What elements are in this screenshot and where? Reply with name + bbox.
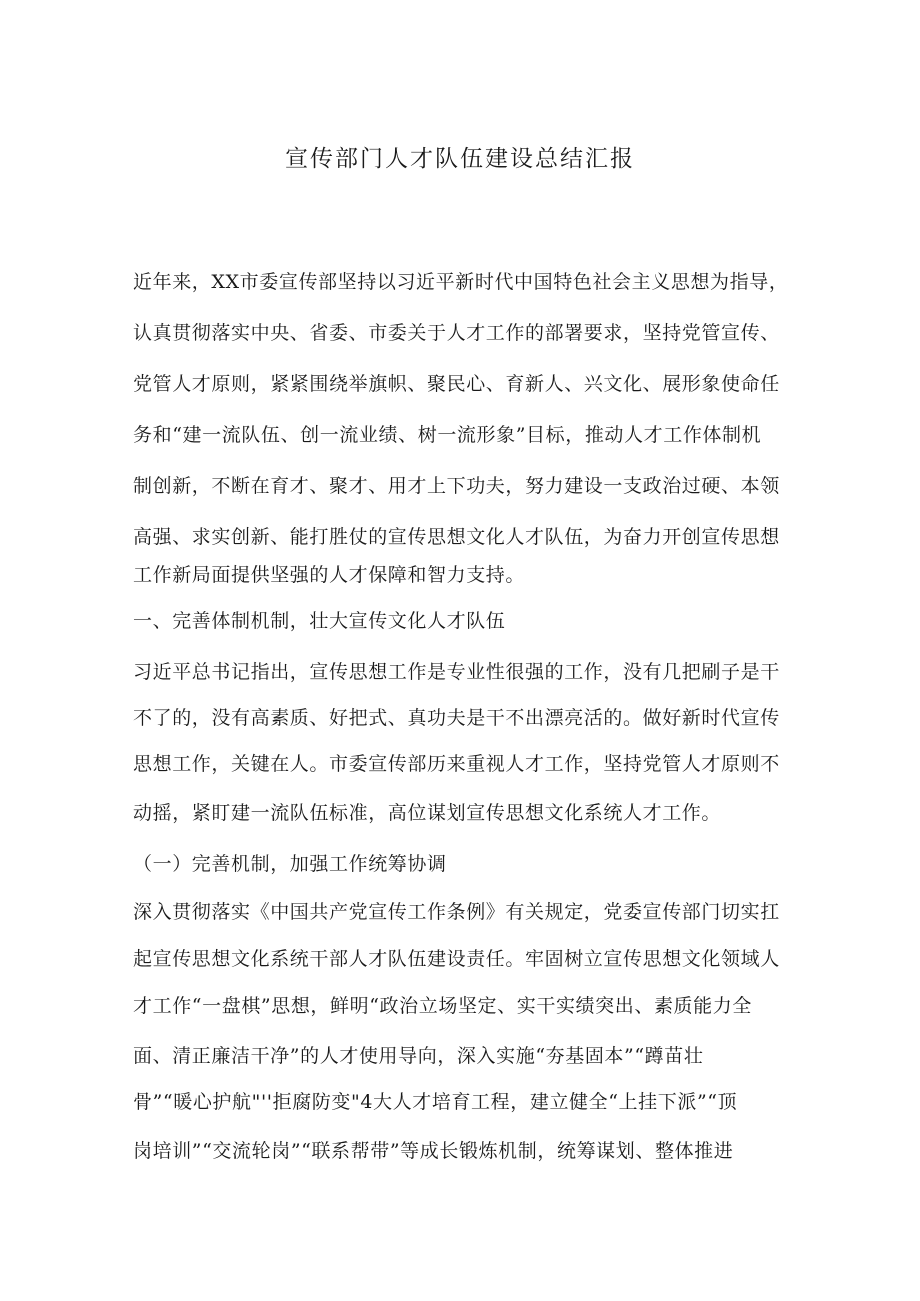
paragraph-intro-line: 近年来，XX市委宣传部坚持以习近平新时代中国特色社会主义思想为指导， <box>133 271 789 293</box>
paragraph-section1-line: 思想工作，关键在人。市委宣传部历来重视人才工作，坚持党管人才原则不 <box>133 753 780 775</box>
paragraph-intro-line: 制创新，不断在育才、聚才、用才上下功夫，努力建设一支政治过硬、本领 <box>133 475 780 497</box>
subsection-heading-1: （一）完善机制，加强工作统筹协调 <box>133 853 447 875</box>
paragraph-intro-line: 认真贯彻落实中央、省委、市委关于人才工作的部署要求，坚持党管宣传、 <box>133 322 780 344</box>
paragraph-subsection1-line: 面、清正廉洁干净”的人才使用导向，深入实施“夯基固本”“蹲苗壮 <box>133 1045 704 1067</box>
paragraph-subsection1-line: 深入贯彻落实《中国共产党宣传工作条例》有关规定，党委宣传部门切实扛 <box>133 901 780 923</box>
paragraph-intro-line: 高强、求实创新、能打胜仗的宣传思想文化人才队伍，为奋力开创宣传思想 <box>133 526 780 548</box>
section-heading-1: 一、完善体制机制，壮大宣传文化人才队伍 <box>133 610 506 632</box>
paragraph-intro-line: 工作新局面提供坚强的人才保障和智力支持。 <box>133 564 526 586</box>
paragraph-subsection1-line: 才工作“一盘棋”思想，鲜明“政治立场坚定、实干实绩突出、素质能力全 <box>133 995 752 1017</box>
paragraph-intro-line: 务和“建一流队伍、创一流业绩、树一流形象”目标，推动人才工作体制机 <box>133 424 762 446</box>
paragraph-section1-line: 动摇，紧盯建一流队伍标准，高位谋划宣传思想文化系统人才工作。 <box>133 802 722 824</box>
paragraph-subsection1-line: 起宣传思想文化系统干部人才队伍建设责任。牢固树立宣传思想文化领域人 <box>133 948 780 970</box>
paragraph-section1-line: 不了的，没有高素质、好把式、真功夫是干不出漂亮活的。做好新时代宣传 <box>133 707 780 729</box>
paragraph-subsection1-line: 岗培训”“交流轮岗”“联系帮带”等成长锻炼机制，统筹谋划、整体推进 <box>133 1140 734 1162</box>
document-title: 宣传部门人才队伍建设总结汇报 <box>285 146 635 172</box>
paragraph-subsection1-line: 骨”“暖心护航"''拒腐防变"4大人才培育工程，建立健全“上挂下派”“顶 <box>133 1091 738 1113</box>
paragraph-intro-line: 党管人才原则，紧紧围绕举旗帜、聚民心、育新人、兴文化、展形象使命任 <box>133 373 780 395</box>
paragraph-section1-line: 习近平总书记指出，宣传思想工作是专业性很强的工作，没有几把刷子是干 <box>133 661 780 683</box>
